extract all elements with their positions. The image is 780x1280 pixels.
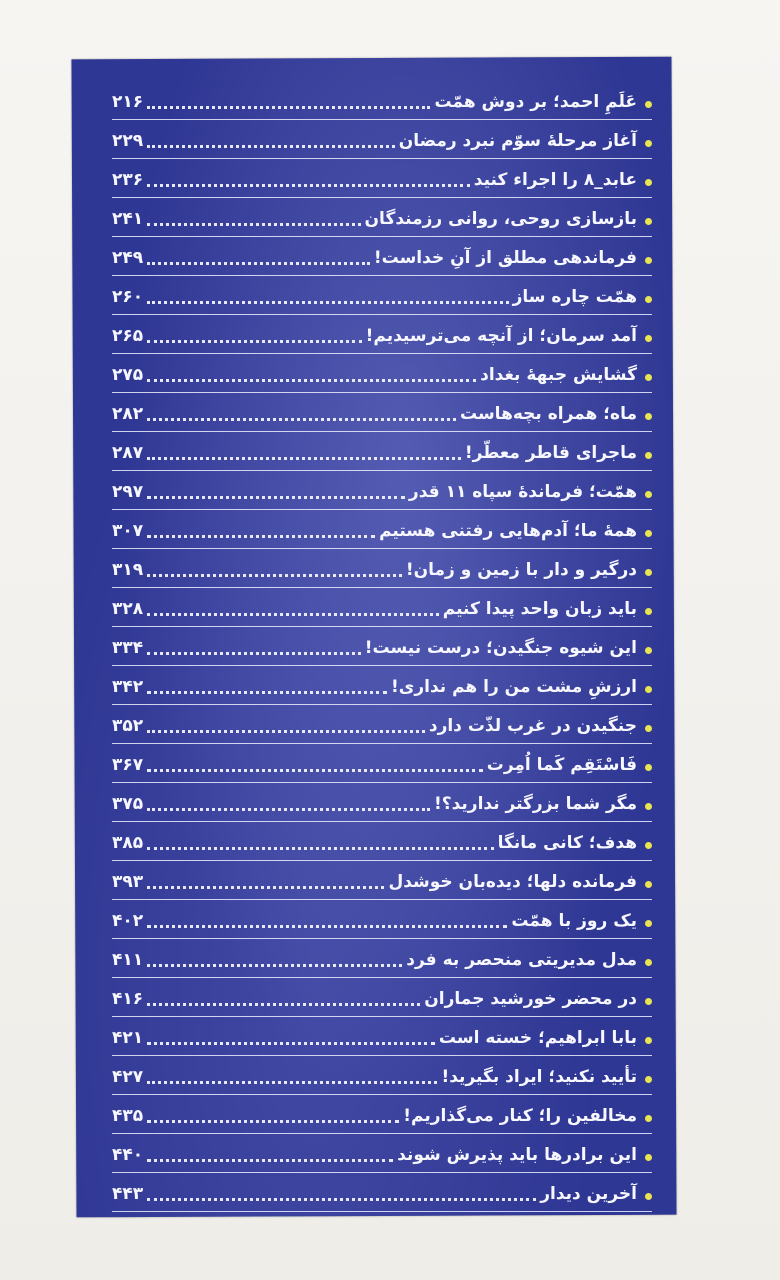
bullet-dot-icon <box>645 296 652 303</box>
toc-entry-line <box>112 949 652 971</box>
toc-entry-title: همّت چاره ساز <box>512 287 637 307</box>
toc-entry-title: در محضر خورشید جماران <box>424 989 637 1009</box>
toc-entry <box>112 745 652 783</box>
toc-entry <box>112 589 652 627</box>
dot-leader <box>147 260 370 265</box>
toc-entry-page-number: ۳۳۴ <box>112 638 144 658</box>
toc-entry-page-number: ۴۲۱ <box>112 1028 144 1048</box>
bullet-dot-icon <box>645 881 652 888</box>
toc-entry <box>112 823 652 861</box>
toc-entry-page-number: ۳۸۵ <box>112 833 144 853</box>
toc-entry-title: باید زبان واحد پیدا کنیم <box>442 599 637 619</box>
toc-entry-title: ارزشِ مشت من را هم نداری! <box>391 677 637 697</box>
bullet-dot-icon <box>645 764 652 771</box>
bullet-dot-icon <box>645 1076 652 1083</box>
toc-entry <box>112 979 652 1017</box>
toc-entry-line <box>112 1183 652 1205</box>
toc-entry-page-number: ۲۴۱ <box>112 209 144 229</box>
toc-entry-page-number: ۴۲۷ <box>112 1067 144 1087</box>
toc-entry-line <box>112 364 652 386</box>
toc-entry-title: همهٔ ما؛ آدم‌هایی رفتنی هستیم <box>379 521 637 541</box>
dot-leader <box>147 143 395 148</box>
toc-entry-line <box>112 1066 652 1088</box>
toc-entry <box>112 238 652 276</box>
bullet-dot-icon <box>645 998 652 1005</box>
dot-leader <box>147 728 425 733</box>
toc-entry-page-number: ۲۲۹ <box>112 131 144 151</box>
toc-entry-line <box>112 208 652 230</box>
toc-entry-line <box>112 793 652 815</box>
toc-entry <box>112 121 652 159</box>
toc-entry <box>112 784 652 822</box>
toc-entry-page-number: ۳۹۳ <box>112 872 144 892</box>
dot-leader <box>147 182 470 187</box>
toc-entry-page-number: ۴۱۶ <box>112 989 144 1009</box>
toc-entry-title: گشایش جبههٔ بغداد <box>480 365 637 385</box>
toc-entry <box>112 511 652 549</box>
toc-entry <box>112 550 652 588</box>
bullet-dot-icon <box>645 452 652 459</box>
bullet-dot-icon <box>645 491 652 498</box>
dot-leader <box>147 416 456 421</box>
dot-leader <box>147 338 361 343</box>
toc-entry-title: بازسازی روحی، روانی رزمندگان <box>364 209 637 229</box>
toc-entry-line <box>112 325 652 347</box>
toc-entry-title: ماه؛ همراه بچه‌هاست <box>459 404 637 424</box>
bullet-dot-icon <box>645 218 652 225</box>
toc-entry-page-number: ۳۵۲ <box>112 716 144 736</box>
toc-entry-page-number: ۳۰۷ <box>112 521 144 541</box>
toc-entry-line <box>112 481 652 503</box>
toc-entry-page-number: ۲۴۹ <box>112 248 144 268</box>
toc-entry-line <box>112 832 652 854</box>
dot-leader <box>147 377 476 382</box>
dot-leader <box>147 689 387 694</box>
bullet-dot-icon <box>645 257 652 264</box>
toc-entry <box>112 901 652 939</box>
bullet-dot-icon <box>645 608 652 615</box>
dot-leader <box>147 962 402 967</box>
toc-entry <box>112 394 652 432</box>
toc-entry <box>112 160 652 198</box>
toc-entry-title: آمد سرمان؛ از آنچه می‌ترسیدیم! <box>365 326 637 346</box>
toc-entry <box>112 862 652 900</box>
toc-entry-line <box>112 1027 652 1049</box>
bullet-dot-icon <box>645 413 652 420</box>
toc-entry-page-number: ۲۶۵ <box>112 326 144 346</box>
dot-leader <box>147 533 375 538</box>
toc-entry-title: یک روز با همّت <box>511 911 637 931</box>
toc-entry-line <box>112 442 652 464</box>
toc-entry-title: تأیید نکنید؛ ایراد بگیرید! <box>441 1067 637 1087</box>
dot-leader <box>147 650 361 655</box>
toc-entry-page-number: ۲۱۶ <box>112 92 144 112</box>
toc-entry-page-number: ۲۹۷ <box>112 482 144 502</box>
toc-entry-line <box>112 1105 652 1127</box>
toc-entry-line <box>112 169 652 191</box>
dot-leader <box>147 104 430 109</box>
toc-entry-line <box>112 715 652 737</box>
bullet-dot-icon <box>645 335 652 342</box>
toc-entry-line <box>112 910 652 932</box>
toc-entry-line <box>112 91 652 113</box>
toc-entry <box>112 82 652 120</box>
bullet-dot-icon <box>645 179 652 186</box>
toc-entry-title: آغاز مرحلهٔ سوّم نبرد رمضان <box>398 131 637 151</box>
toc-entry-title: مدل مدیریتی منحصر به فرد <box>406 950 637 970</box>
toc-entry-page-number: ۳۴۲ <box>112 677 144 697</box>
bullet-dot-icon <box>645 725 652 732</box>
bullet-dot-icon <box>645 686 652 693</box>
toc-entry-line <box>112 247 652 269</box>
toc-entry-page-number: ۲۶۰ <box>112 287 144 307</box>
toc-entry-page-number: ۴۴۰ <box>112 1145 144 1165</box>
toc-entry-title: مگر شما بزرگتر ندارید؟! <box>433 794 637 814</box>
toc-entry <box>112 433 652 471</box>
toc-entry-page-number: ۴۴۳ <box>112 1184 144 1204</box>
dot-leader <box>147 299 508 304</box>
toc-entry-line <box>112 637 652 659</box>
toc-entry <box>112 940 652 978</box>
toc-entry-line <box>112 598 652 620</box>
bullet-dot-icon <box>645 1115 652 1122</box>
toc-entry-title: فرمانده دلها؛ دیده‌بان خوشدل <box>388 872 637 892</box>
dot-leader <box>147 1157 393 1162</box>
toc-entry <box>112 316 652 354</box>
toc-entry-title: مخالفین را؛ کنار می‌گذاریم! <box>403 1106 637 1126</box>
bullet-dot-icon <box>645 530 652 537</box>
dot-leader <box>147 923 507 928</box>
bullet-dot-icon <box>645 101 652 108</box>
dot-leader <box>147 806 430 811</box>
toc-entry-title: عَلَمِ احمد؛ بر دوش همّت <box>434 92 637 112</box>
toc-entry-page-number: ۴۳۵ <box>112 1106 144 1126</box>
toc-entry-line <box>112 871 652 893</box>
toc-entry-line <box>112 559 652 581</box>
toc-entry <box>112 706 652 744</box>
toc-entry-line <box>112 988 652 1010</box>
toc-entry-page-number: ۲۳۶ <box>112 170 144 190</box>
dot-leader <box>147 1118 399 1123</box>
toc-entry-line <box>112 403 652 425</box>
bullet-dot-icon <box>645 920 652 927</box>
table-of-contents <box>112 82 652 1213</box>
toc-entry <box>112 1018 652 1056</box>
dot-leader <box>147 455 461 460</box>
bullet-dot-icon <box>645 842 652 849</box>
dot-leader <box>147 1001 420 1006</box>
toc-entry-page-number: ۴۰۲ <box>112 911 144 931</box>
toc-entry <box>112 1096 652 1134</box>
toc-entry <box>112 1174 652 1212</box>
toc-entry <box>112 277 652 315</box>
toc-entry <box>112 1135 652 1173</box>
toc-entry-title: این برادرها باید پذیرش شوند <box>397 1145 637 1165</box>
toc-entry-page-number: ۲۸۲ <box>112 404 144 424</box>
toc-entry-page-number: ۲۷۵ <box>112 365 144 385</box>
bullet-dot-icon <box>645 1037 652 1044</box>
toc-entry <box>112 199 652 237</box>
toc-entry <box>112 355 652 393</box>
dot-leader <box>147 494 405 499</box>
toc-entry-title: فرماندهی مطلق از آنِ خداست! <box>373 248 637 268</box>
dot-leader <box>147 767 483 772</box>
toc-entry-title: عابد_۸ را اجراء کنید <box>473 170 637 190</box>
bullet-dot-icon <box>645 569 652 576</box>
toc-entry-title: همّت؛ فرماندهٔ سپاه ۱۱ قدر <box>408 482 637 502</box>
toc-entry-title: بابا ابراهیم؛ خسته است <box>438 1028 637 1048</box>
dot-leader <box>147 1196 536 1201</box>
toc-entry-page-number: ۲۸۷ <box>112 443 144 463</box>
toc-entry-line <box>112 520 652 542</box>
dot-leader <box>147 1040 435 1045</box>
toc-entry-title: فَاسْتَقِم کَما اُمِرت <box>486 755 637 775</box>
bullet-dot-icon <box>645 647 652 654</box>
bullet-dot-icon <box>645 1193 652 1200</box>
bullet-dot-icon <box>645 140 652 147</box>
toc-entry-page-number: ۳۶۷ <box>112 755 144 775</box>
bullet-dot-icon <box>645 803 652 810</box>
dot-leader <box>147 1079 437 1084</box>
toc-entry-page-number: ۴۱۱ <box>112 950 144 970</box>
toc-entry-line <box>112 1144 652 1166</box>
dot-leader <box>147 845 493 850</box>
toc-entry-title: ماجرای قاطر معطّر! <box>464 443 637 463</box>
toc-entry-title: هدف؛ کانی مانگا <box>497 833 637 853</box>
bullet-dot-icon <box>645 374 652 381</box>
toc-entry <box>112 472 652 510</box>
toc-entry-page-number: ۳۱۹ <box>112 560 144 580</box>
toc-entry <box>112 628 652 666</box>
toc-entry-line <box>112 130 652 152</box>
toc-entry-title: جنگیدن در غرب لذّت دارد <box>428 716 637 736</box>
bullet-dot-icon <box>645 1154 652 1161</box>
toc-entry-title: این شیوه جنگیدن؛ درست نیست! <box>364 638 637 658</box>
toc-entry-line <box>112 754 652 776</box>
toc-entry-line <box>112 286 652 308</box>
toc-entry-page-number: ۳۲۸ <box>112 599 144 619</box>
toc-entry-title: درگیر و دار با زمین و زمان! <box>405 560 637 580</box>
dot-leader <box>147 884 384 889</box>
toc-entry <box>112 667 652 705</box>
dot-leader <box>147 221 360 226</box>
dot-leader <box>147 611 439 616</box>
dot-leader <box>147 572 402 577</box>
toc-entry-line <box>112 676 652 698</box>
toc-entry <box>112 1057 652 1095</box>
toc-entry-title: آخرین دیدار <box>540 1184 637 1204</box>
toc-entry-page-number: ۳۷۵ <box>112 794 144 814</box>
bullet-dot-icon <box>645 959 652 966</box>
